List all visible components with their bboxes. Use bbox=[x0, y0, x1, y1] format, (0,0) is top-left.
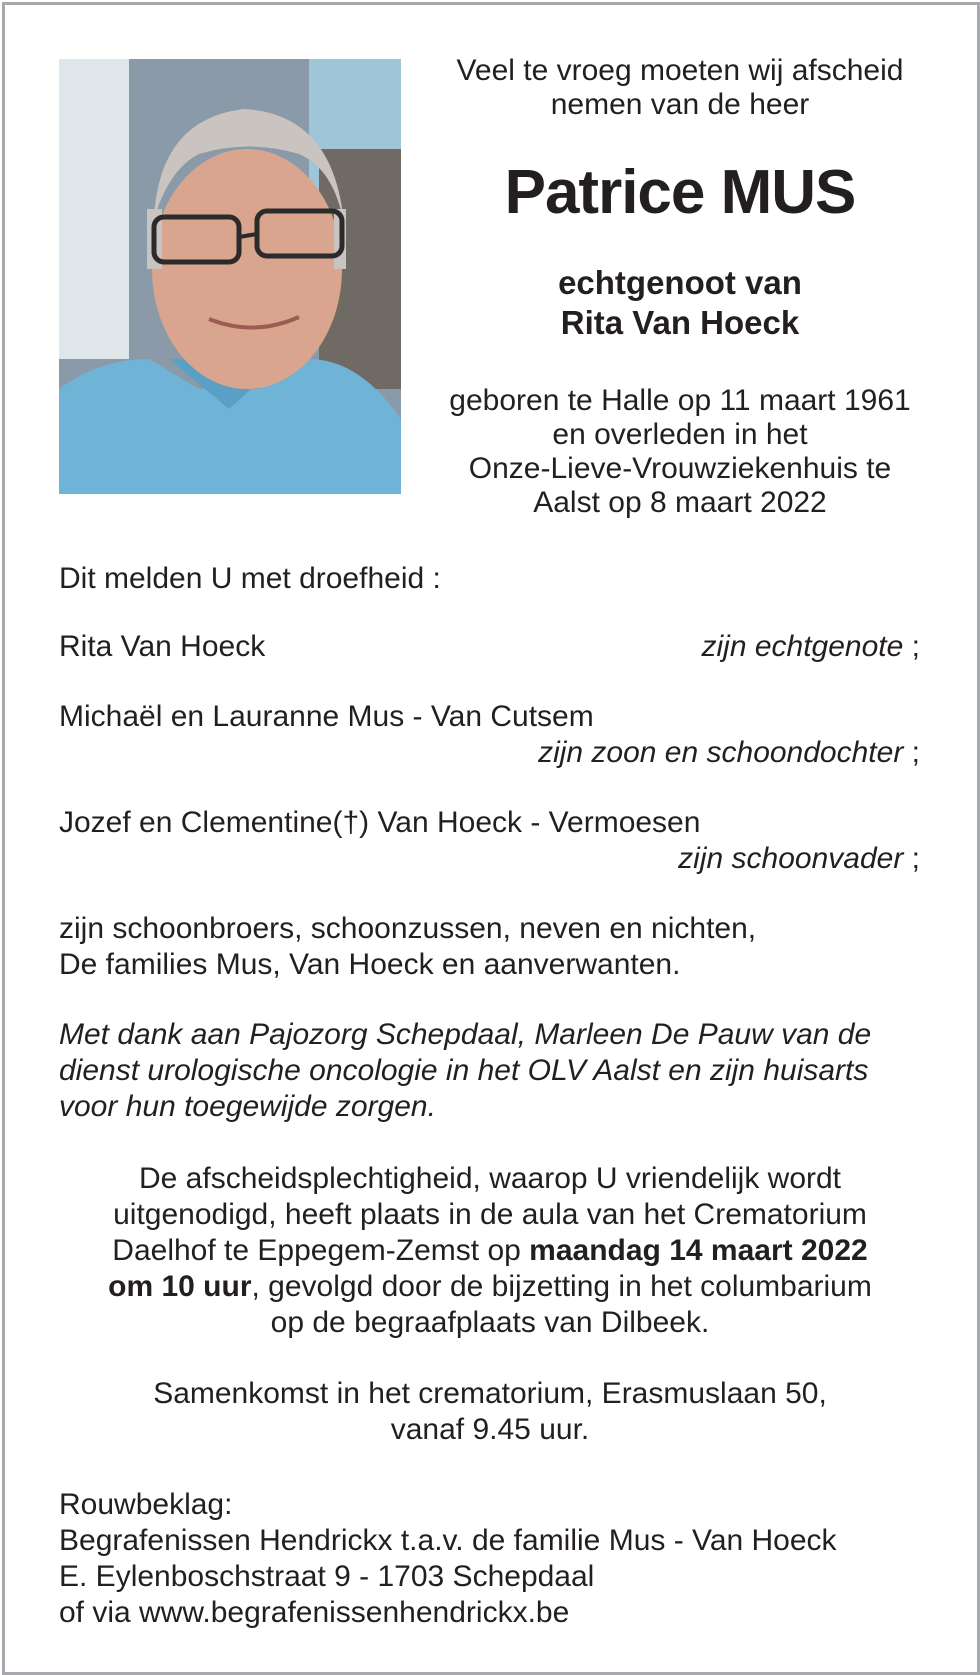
intro-line-2: nemen van de heer bbox=[550, 88, 810, 121]
ceremony-time: om 10 uur bbox=[108, 1270, 252, 1303]
gathering-line-1: Samenkomst in het crematorium, Erasmuslaan 50, bbox=[153, 1377, 827, 1410]
intro-line-1: Veel te vroeg moeten wij afscheid bbox=[456, 54, 904, 87]
birth-line-3: Onze-Lieve-Vrouwziekenhuis te bbox=[468, 452, 892, 485]
birth-line-4: Aalst op 8 maart 2022 bbox=[533, 486, 827, 519]
mourner-name-2: Michaël en Lauranne Mus - Van Cutsem bbox=[59, 700, 594, 733]
ceremony-date: maandag 14 maart 2022 bbox=[529, 1234, 868, 1267]
thanks-line-3: voor hun toegewijde zorgen. bbox=[59, 1090, 436, 1123]
thanks-line-2: dienst urologische oncologie in het OLV Aalst en zijn huisarts bbox=[59, 1054, 869, 1087]
ceremony-line-5: op de begraafplaats van Dilbeek. bbox=[270, 1306, 710, 1339]
ceremony-line-3: Daelhof te Eppegem-Zemst op maandag 14 maart 2022 bbox=[112, 1234, 868, 1267]
mourner-name-3: Jozef en Clementine(†) Van Hoeck - Vermoesen bbox=[59, 806, 701, 839]
family-line-2: De families Mus, Van Hoeck en aanverwanten. bbox=[59, 948, 681, 981]
condolence-website: of via www.begrafenissenhendrickx.be bbox=[59, 1596, 570, 1629]
spouse-line-2: Rita Van Hoeck bbox=[560, 304, 800, 341]
condolence-line-2: E. Eylenboschstraat 9 - 1703 Schepdaal bbox=[59, 1560, 595, 1593]
ceremony-line-1: De afscheidsplechtigheid, waarop U vriendelijk wordt bbox=[138, 1162, 842, 1195]
mourner-name-1: Rita Van Hoeck bbox=[59, 630, 266, 663]
deceased-name: Patrice MUS bbox=[504, 158, 856, 227]
ceremony-line-4: om 10 uur, gevolgd door de bijzetting in het columbarium bbox=[108, 1270, 872, 1303]
family-line-1: zijn schoonbroers, schoonzussen, neven en nichten, bbox=[59, 912, 757, 945]
condolence-heading: Rouwbeklag: bbox=[59, 1488, 233, 1521]
spouse-line-1: echtgenoot van bbox=[558, 264, 802, 301]
ceremony-line-2: uitgenodigd, heeft plaats in de aula van het Crematorium bbox=[113, 1198, 867, 1231]
announce-text: Dit melden U met droefheid : bbox=[59, 562, 441, 595]
mourner-relation-1: zijn echtgenote ; bbox=[701, 630, 920, 663]
mourner-relation-3: zijn schoonvader ; bbox=[678, 842, 920, 875]
thanks-line-1: Met dank aan Pajozorg Schepdaal, Marleen De Pauw van de bbox=[59, 1018, 872, 1051]
gathering-line-2: vanaf 9.45 uur. bbox=[390, 1413, 590, 1446]
mourner-relation-2: zijn zoon en schoondochter ; bbox=[538, 736, 920, 769]
birth-line-1: geboren te Halle op 11 maart 1961 bbox=[449, 384, 911, 417]
condolence-line-1: Begrafenissen Hendrickx t.a.v. de familie Mus - Van Hoeck bbox=[59, 1524, 837, 1557]
portrait-photo bbox=[59, 59, 401, 494]
birth-line-2: en overleden in het bbox=[552, 418, 808, 451]
